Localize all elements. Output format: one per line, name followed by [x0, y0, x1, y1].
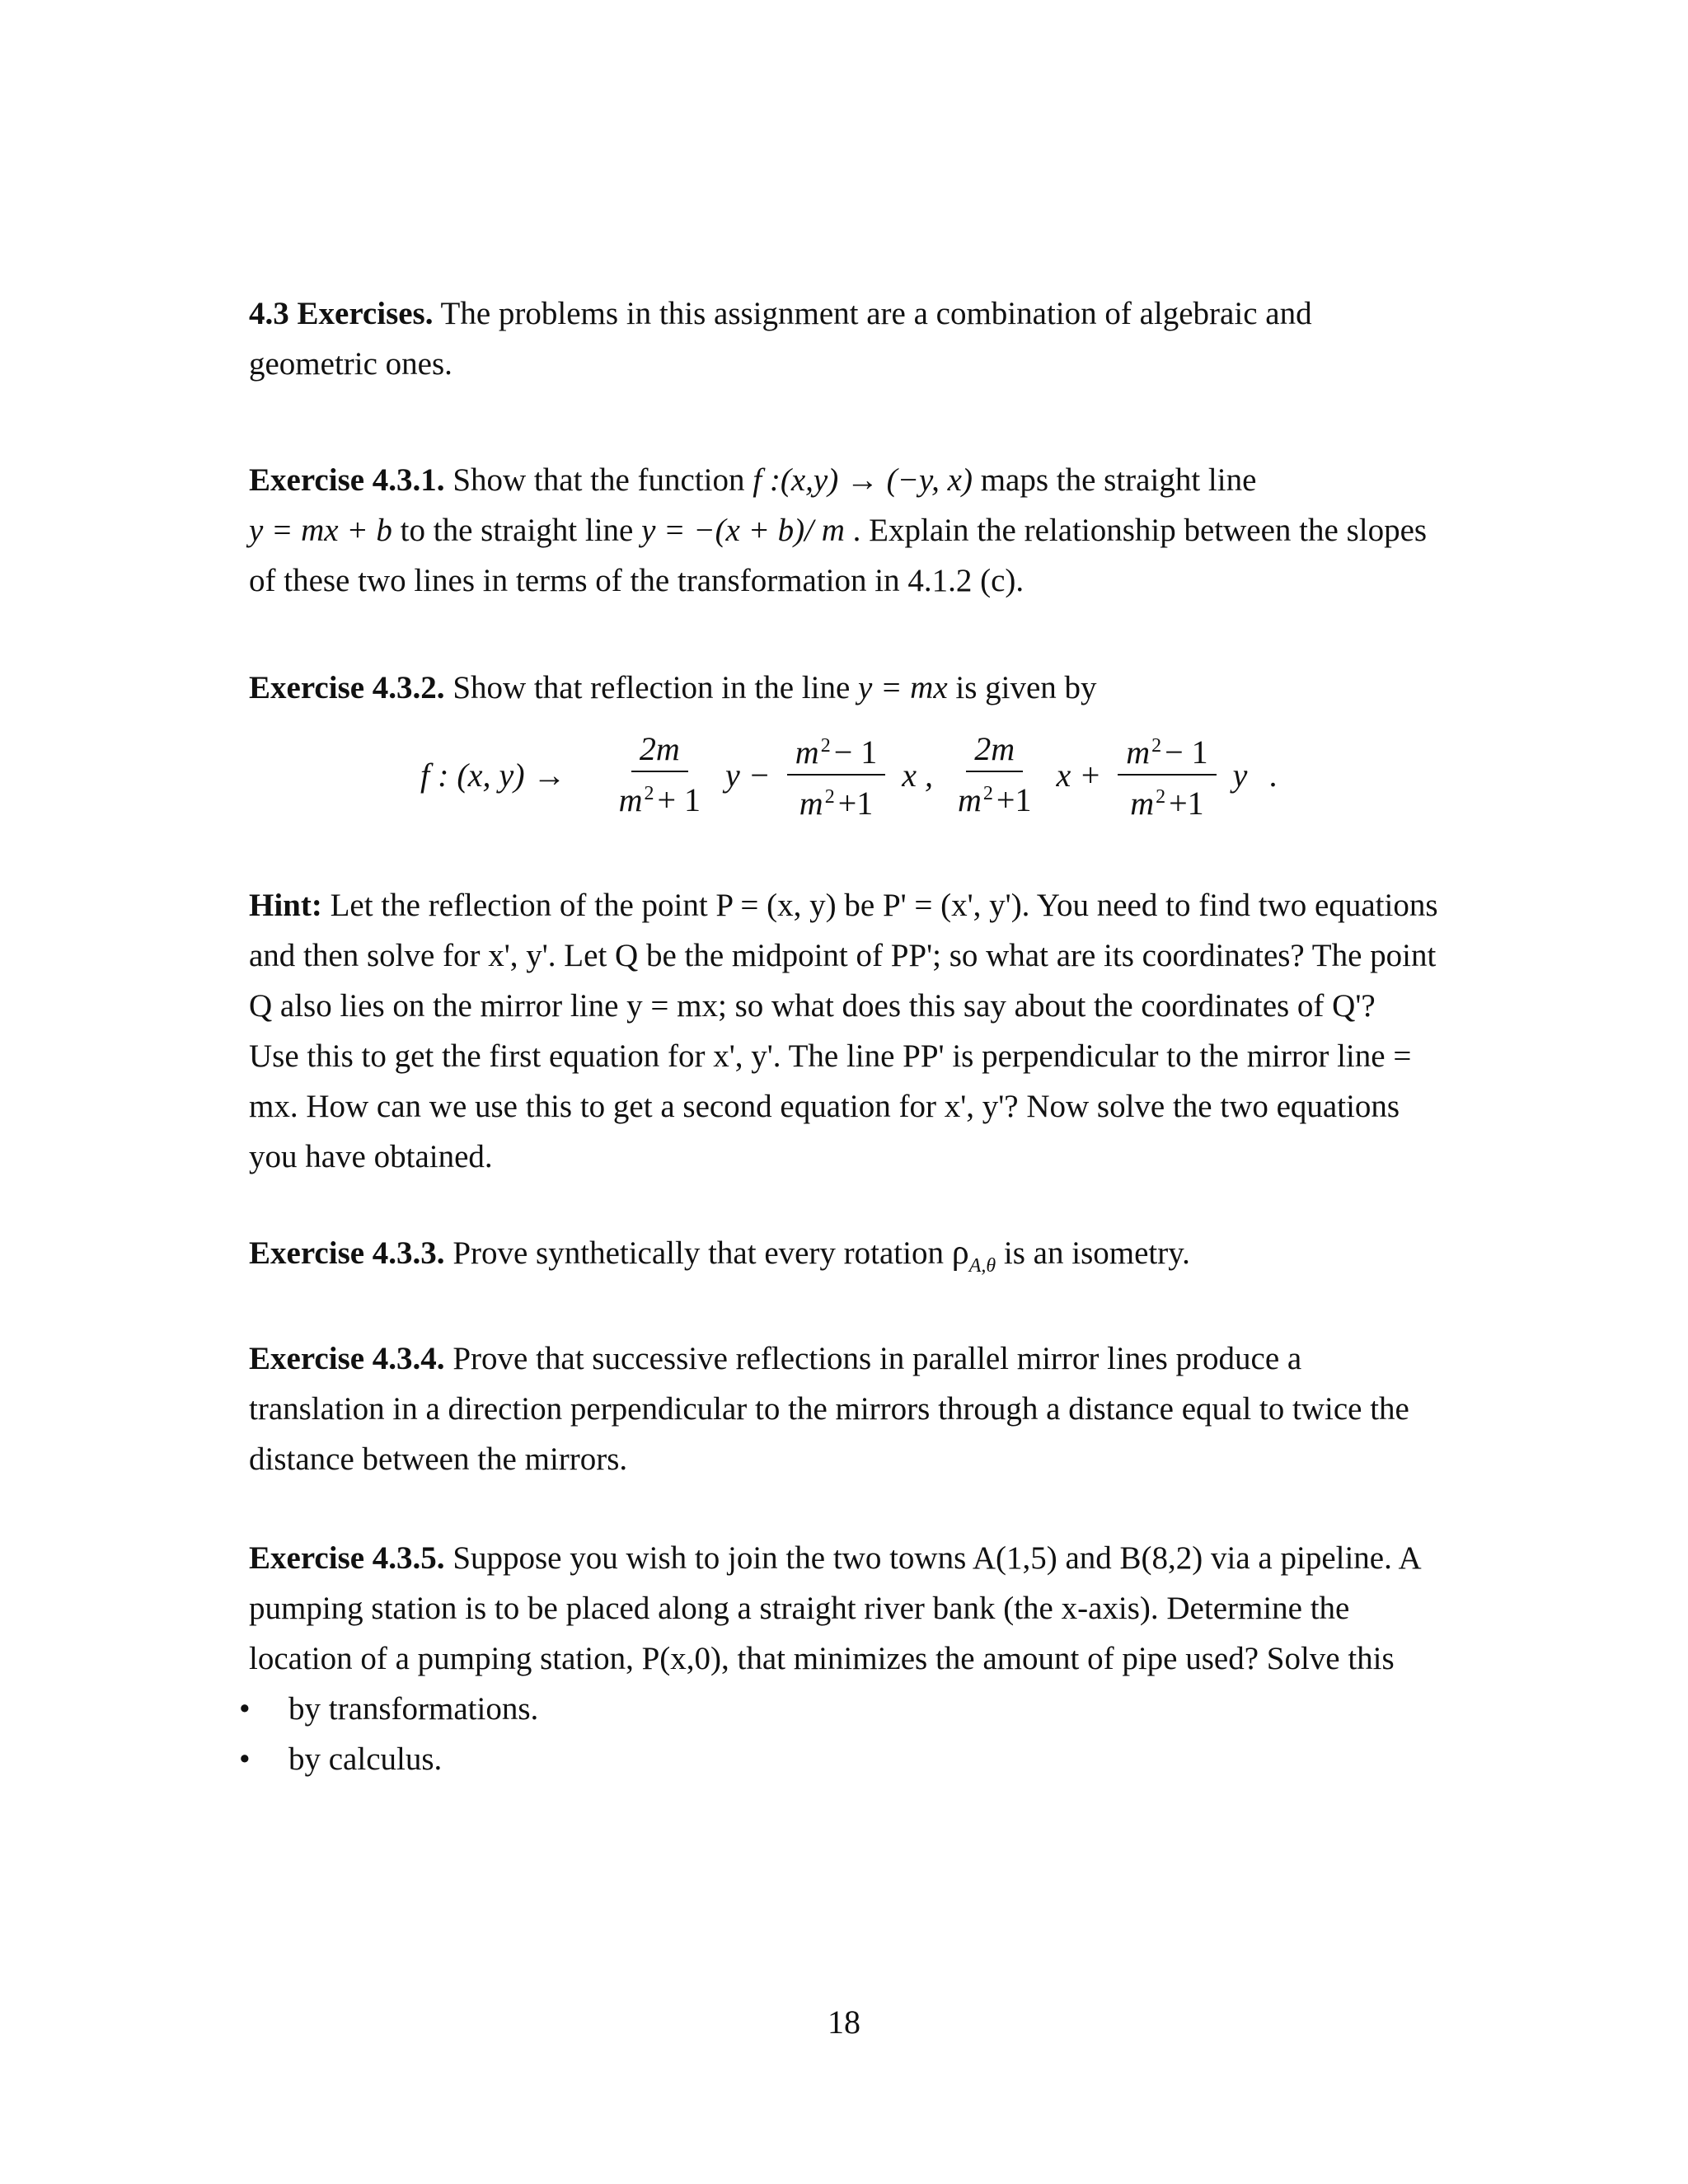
exercise-4-3-1	[249, 455, 1461, 606]
exercise-label: Exercise 4.3.1.	[249, 462, 445, 498]
ex5-line-2: pumping station is to be placed along a straight river bank (the x-axis). Determine the	[249, 1591, 1350, 1626]
ex4-line-1: Prove that successive reflections in parallel mirror lines produce a	[444, 1341, 1302, 1376]
exercise-label: Exercise 4.3.4.	[249, 1341, 445, 1376]
rotation-subscript: A,θ	[968, 1255, 996, 1277]
formula-term: x ,	[902, 756, 934, 794]
page-number: 18	[828, 2004, 860, 2041]
formula-term: x +	[1056, 756, 1102, 794]
hint-line-6: you have obtained.	[249, 1139, 493, 1174]
ex1-text-5: of these two lines in terms of the transformation in 4.1.2 (c).	[249, 563, 1025, 598]
exercise-4-3-4	[249, 1333, 1461, 1484]
hint-line-2: and then solve for x', y'. Let Q be the midpoint of PP'; so what are its coordinates? The point	[249, 938, 1437, 973]
exponent: 2	[982, 783, 993, 804]
hint-paragraph	[249, 880, 1461, 1182]
ex1-text-3: to the straight line	[392, 513, 642, 548]
fraction	[611, 731, 709, 818]
bullet-item	[239, 1734, 442, 1784]
exercise-label: Exercise 4.3.5.	[249, 1540, 445, 1576]
hint-line-1: Let the reflection of the point P = (x, y) be P' = (x', y'). You need to find two equations	[321, 888, 1438, 923]
ex1-text-4: . Explain the relationship between the slopes	[844, 513, 1428, 548]
fraction-denominator: m	[958, 781, 982, 818]
ex1-function: f :(x,y) → (−y, x)	[753, 462, 973, 498]
fraction-denominator-tail: +1	[996, 781, 1032, 818]
fraction-numerator: m	[1126, 733, 1151, 771]
reflection-formula	[420, 725, 1282, 824]
ex5-line-1: Suppose you wish to join the two towns A(1,5) and B(8,2) via a pipeline. A	[444, 1540, 1422, 1576]
fraction	[1118, 728, 1216, 822]
ex5-line-3: location of a pumping station, P(x,0), that minimizes the amount of pipe used? Solve this	[249, 1641, 1395, 1676]
formula-lhs: f : (x, y) →	[420, 756, 566, 794]
fraction-numerator-tail: − 1	[1165, 733, 1208, 771]
exercise-4-3-3	[249, 1228, 1461, 1291]
hint-line-3: Q also lies on the mirror line y = mx; so what does this say about the coordinates of Q'?	[249, 988, 1376, 1024]
exponent: 2	[1156, 786, 1166, 808]
ex3-text-1: Prove synthetically that every rotation	[444, 1235, 952, 1271]
bullet-item	[239, 1684, 538, 1734]
bullet-icon: •	[239, 1691, 251, 1727]
fraction-denominator-tail: + 1	[657, 781, 701, 818]
ex1-line-equation-2: y = −(x + b)/ m	[641, 513, 845, 548]
fraction-numerator-tail: − 1	[833, 733, 878, 771]
intro-text-2: geometric ones.	[249, 346, 452, 382]
fraction-numerator: 2m	[631, 731, 688, 772]
fraction-denominator: m	[618, 781, 643, 818]
ex1-text-2: maps the straight line	[972, 462, 1257, 498]
section-heading: 4.3 Exercises.	[249, 296, 434, 331]
exponent: 2	[824, 786, 835, 808]
fraction-denominator-tail: +1	[1169, 785, 1204, 822]
fraction-denominator: m	[799, 785, 823, 822]
formula-period: .	[1268, 756, 1278, 794]
exponent: 2	[820, 735, 831, 757]
formula-term: y −	[725, 756, 771, 794]
formula-term: y	[1232, 756, 1248, 794]
ex3-text-2: is an isometry.	[996, 1235, 1190, 1271]
exercise-4-3-5	[249, 1533, 1461, 1684]
hint-line-4: Use this to get the first equation for x', y'. The line PP' is perpendicular to the mirror line =	[249, 1038, 1412, 1074]
exponent: 2	[644, 783, 654, 804]
ex2-mirror-equation: y = mx	[858, 670, 948, 705]
hint-label: Hint:	[249, 888, 322, 923]
ex1-line-equation-1: y = mx + b	[249, 513, 392, 548]
fraction-numerator: m	[795, 733, 819, 771]
ex4-line-3: distance between the mirrors.	[249, 1441, 628, 1477]
bullet-text: by calculus.	[288, 1741, 443, 1777]
fraction	[950, 731, 1039, 818]
fraction-numerator: 2m	[966, 731, 1023, 772]
ex1-text-1: Show that the function	[444, 462, 753, 498]
fraction-denominator-tail: +1	[837, 785, 874, 822]
intro-text-1: The problems in this assignment are a combination of algebraic and	[433, 296, 1312, 331]
bullet-text: by transformations.	[288, 1691, 539, 1727]
exercise-label: Exercise 4.3.2.	[249, 670, 445, 705]
section-intro	[249, 288, 1461, 389]
bullet-icon: •	[239, 1741, 251, 1777]
exponent: 2	[1151, 735, 1162, 757]
hint-line-5: mx. How can we use this to get a second equation for x', y'? Now solve the two equations	[249, 1089, 1400, 1124]
rotation-symbol: ρ	[951, 1234, 969, 1272]
ex4-line-2: translation in a direction perpendicular to the mirrors through a distance equal to twice the	[249, 1391, 1409, 1427]
fraction	[787, 728, 885, 822]
exercise-label: Exercise 4.3.3.	[249, 1235, 445, 1271]
exercise-4-3-2	[249, 663, 1461, 713]
ex2-text-2: is given by	[947, 670, 1097, 705]
fraction-denominator: m	[1130, 785, 1155, 822]
ex2-text-1: Show that reflection in the line	[444, 670, 859, 705]
